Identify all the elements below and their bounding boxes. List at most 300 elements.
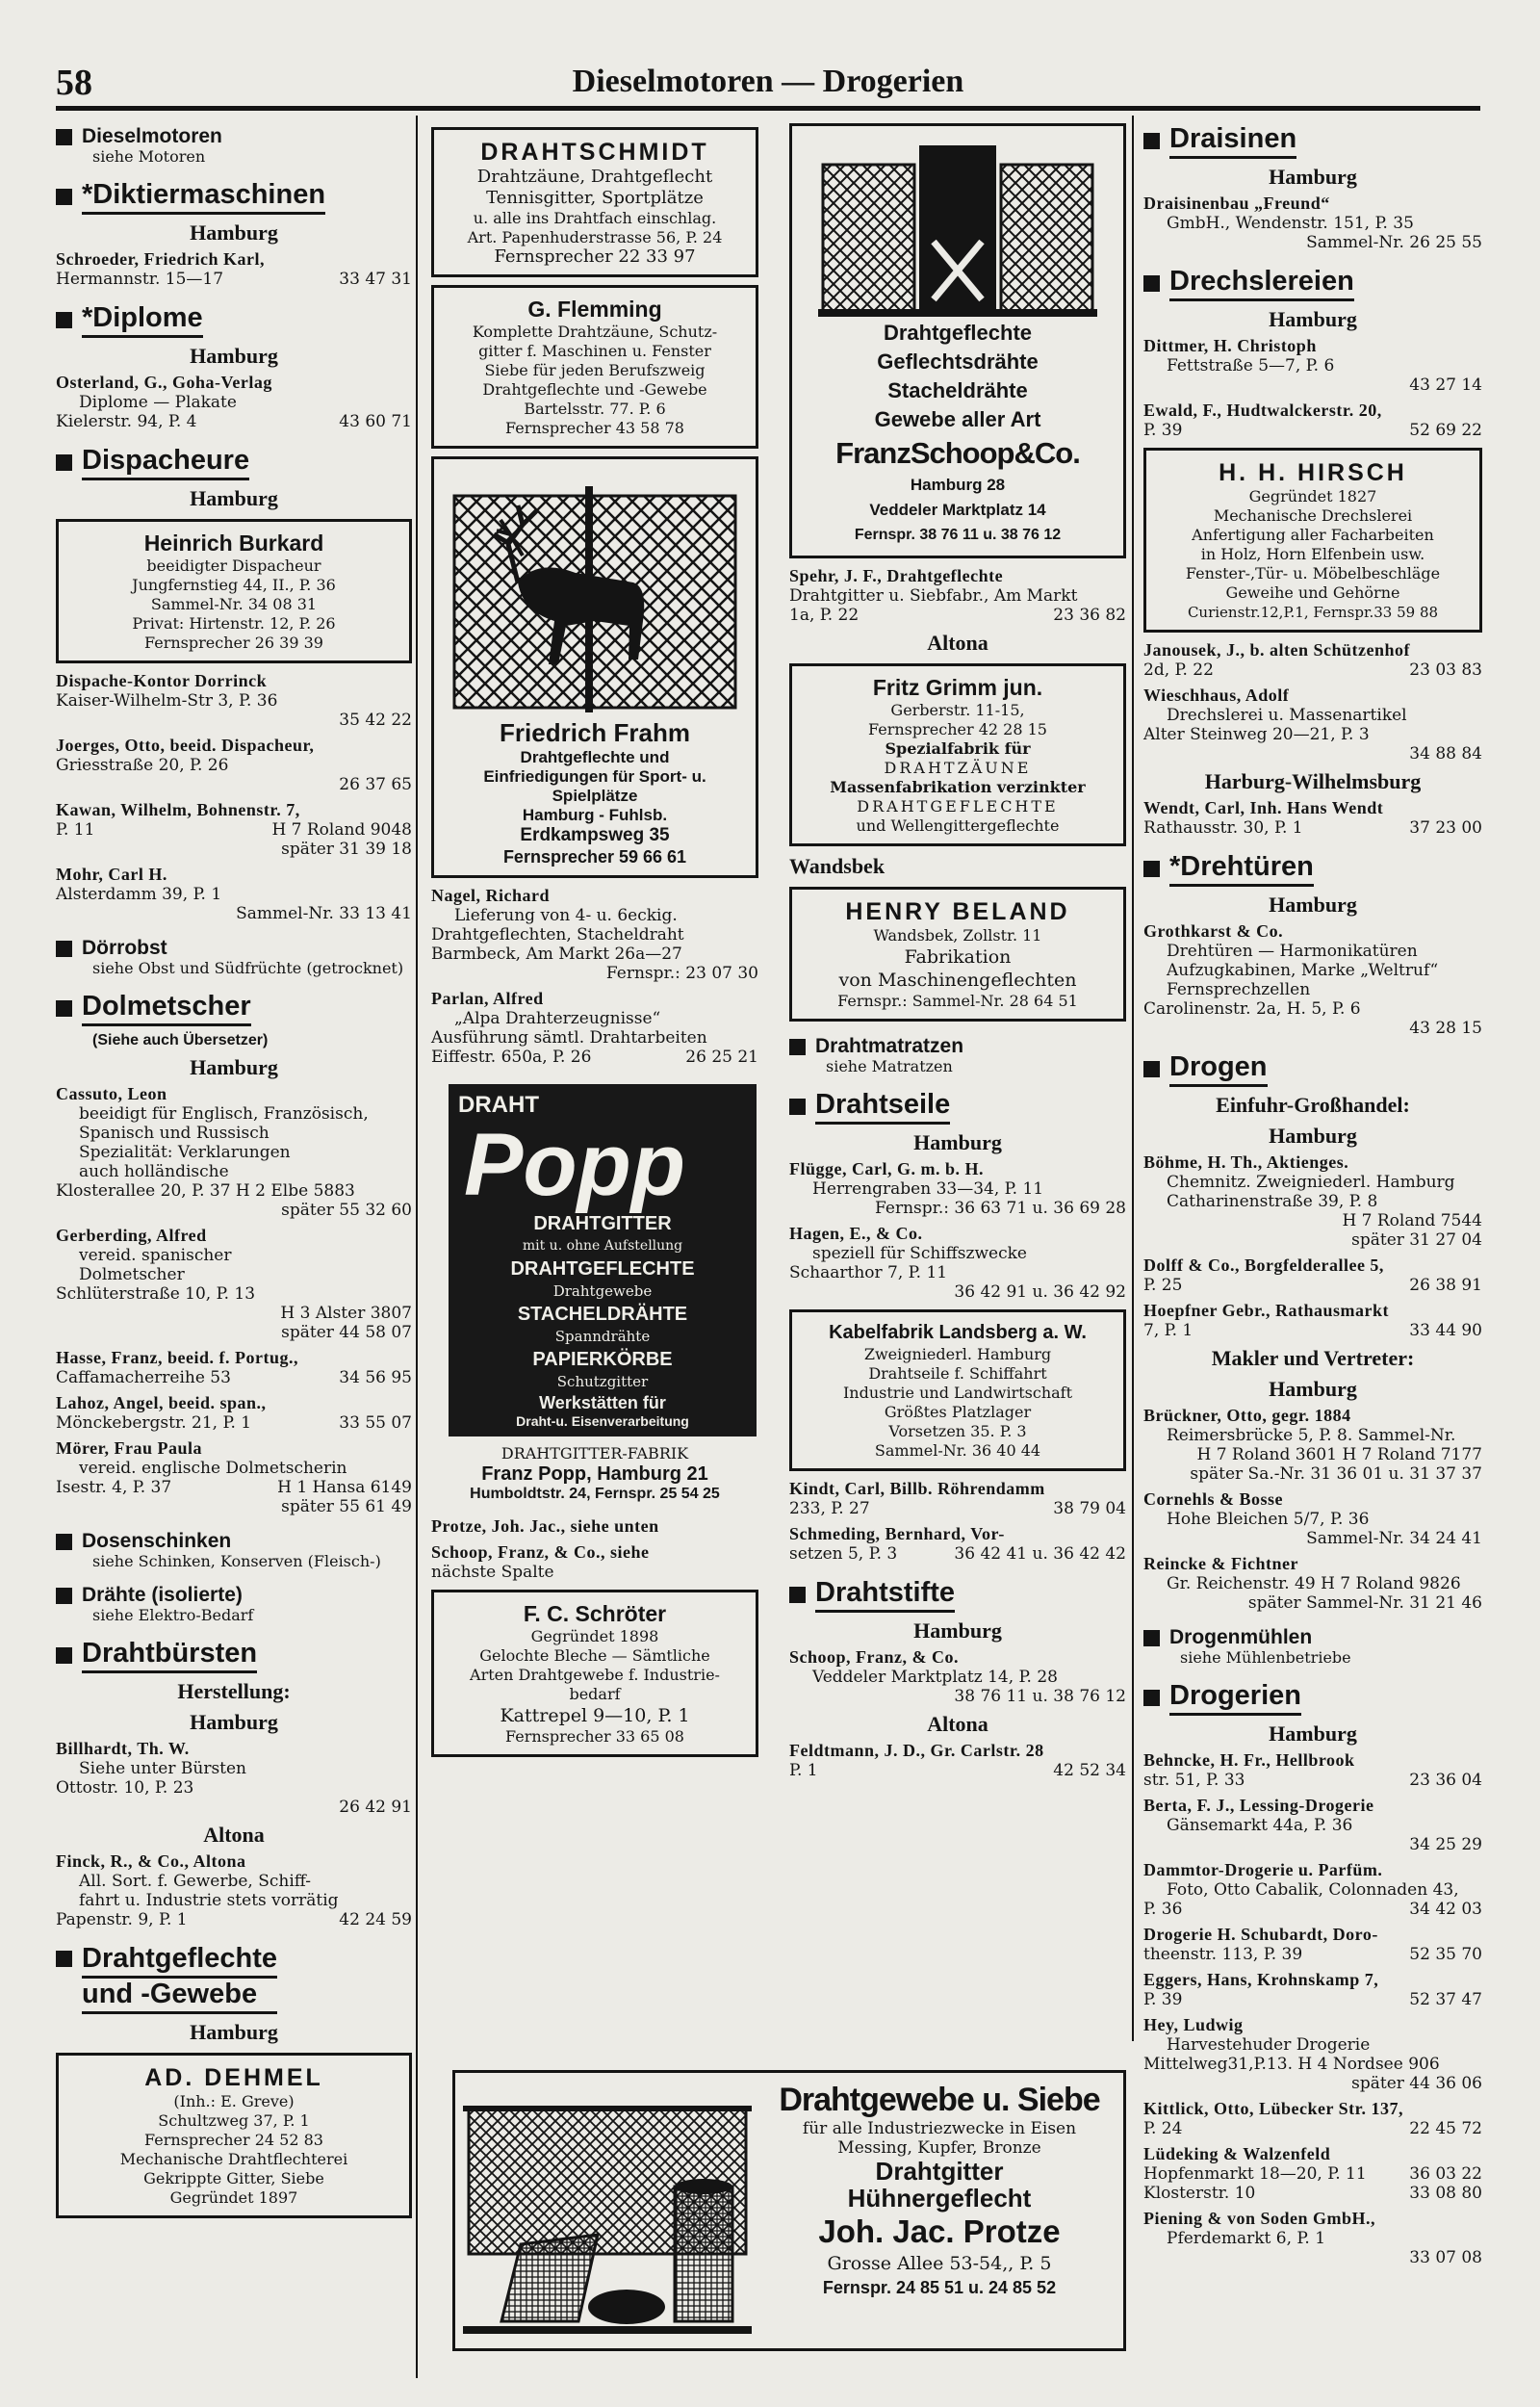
entry-name: Wendt, Carl, Inh. Hans Wendt [1143, 798, 1384, 817]
section-drahtseile [789, 1089, 1126, 1125]
ad-line: Drahtgeflechte und [520, 748, 670, 766]
ad-line: von Maschinengeflechten [838, 970, 1077, 991]
ad-phone: Fernsprecher 59 66 61 [502, 847, 687, 867]
entry-kittlick [1143, 2099, 1482, 2138]
section-title: und -Gewebe [82, 1979, 277, 2014]
section-title: Drahtmatratzen [815, 1035, 964, 1057]
section-doerrobst [56, 937, 412, 960]
entry-name: Lahoz, Angel, beeid. span., [56, 1393, 267, 1412]
entry-detail: vereid. englische Dolmetscherin [79, 1459, 347, 1478]
ad-line: Grosse Allee 53-54,, P. 5 [827, 2253, 1052, 2274]
entry-name: Kittlick, Otto, Lübecker Str. 137, [1143, 2099, 1403, 2118]
ad-phone: Fernspr. 24 85 51 u. 24 85 52 [822, 2278, 1057, 2297]
city-heading: Hamburg [1269, 1721, 1357, 1746]
section-dieselmotoren [56, 125, 412, 148]
column-2 [431, 123, 758, 1765]
ad-phone: Fernsprecher 33 65 08 [505, 1727, 684, 1746]
entry-name: Hoepfner Gebr., Rathausmarkt [1143, 1301, 1390, 1320]
entry-name: Spehr, J. F., Drahtgeflechte [789, 566, 1004, 585]
entry-berta [1143, 1796, 1482, 1854]
city-heading: Hamburg [190, 344, 278, 368]
ad-line: Mechanische Drahtflechterei [119, 2150, 348, 2168]
entry-name: Reincke & Fichtner [1143, 1554, 1298, 1573]
section-drechslereien [1143, 266, 1482, 301]
ad-drahtschmidt [431, 127, 758, 277]
entry-name: Berta, F. J., Lessing-Drogerie [1143, 1796, 1374, 1815]
bullet-square-icon [56, 312, 72, 328]
entry-address: Klosterstr. 10 [1143, 2184, 1256, 2203]
entry-address: theenstr. 113, P. 39 [1143, 1945, 1303, 1964]
entry-detail: All. Sort. f. Gewerbe, Schiff- [79, 1872, 311, 1891]
entry-detail: Drahtgitter u. Siebfabr., Am Markt [789, 586, 1078, 606]
entry-address: Kielerstr. 94, P. 4 [56, 412, 197, 431]
entry-address: P. 24 [1143, 2119, 1183, 2138]
entry-schmeding [789, 1524, 1126, 1564]
see-reference: siehe Schinken, Konserven (Fleisch-) [92, 1552, 381, 1570]
ad-line: Geflechtsdrähte [877, 349, 1039, 374]
bullet-square-icon [1143, 1630, 1160, 1646]
section-drahtstifte [789, 1577, 1126, 1613]
ad-line: Spanndrähte [554, 1328, 651, 1345]
entry-phone: 33 47 31 [339, 270, 412, 289]
entry-detail: fahrt u. Industrie stets vorrätig [79, 1891, 339, 1910]
ad-popp [449, 1084, 757, 1436]
entry-detail: „Alpa Drahterzeugnisse“ [454, 1009, 661, 1028]
entry-name: Protze, Joh. Jac., siehe unten [431, 1516, 659, 1536]
city-heading: Hamburg [1269, 307, 1357, 331]
entry-detail: Drehtüren — Harmonikatüren [1167, 942, 1418, 961]
entry-address: 1a, P. 22 [789, 606, 860, 625]
entry-phone: H 7 Roland 7544 [1342, 1211, 1482, 1230]
entry-name: Schoop, Franz, & Co., siehe [431, 1542, 650, 1562]
ad-line: PAPIERKÖRBE [532, 1349, 673, 1370]
entry-detail: Drechslerei u. Massenartikel [1167, 706, 1407, 725]
entry-name: Wieschhaus, Adolf [1143, 686, 1290, 705]
entry-name: Nagel, Richard [431, 886, 550, 905]
ad-line: Fernsprecher 24 52 83 [144, 2131, 323, 2149]
ad-line: DRAHTGEFLECHTE [510, 1258, 695, 1280]
entry-wieschhaus [1143, 686, 1482, 764]
entry-address: Griesstraße 20, P. 26 [56, 756, 229, 775]
entry-address: 7, P. 1 [1143, 1321, 1194, 1340]
entry-phone-later: später 44 58 07 [281, 1323, 412, 1342]
ad-line: Drahtgeflechte [883, 321, 1033, 345]
city-heading: Hamburg [190, 220, 278, 245]
ad-line: Einfriedigungen für Sport- u. [483, 767, 706, 786]
ad-line: Franz Popp, Hamburg 21 [481, 1463, 708, 1485]
ad-line: Komplette Drahtzäune, Schutz- [472, 323, 718, 341]
bullet-square-icon [789, 1587, 806, 1603]
entry-phone: 33 55 07 [339, 1413, 412, 1433]
ad-line: Tennisgitter, Sportplätze [486, 188, 704, 208]
bullet-square-icon [789, 1039, 806, 1055]
column-1 [56, 123, 412, 2226]
entry-phone: H 1 Hansa 6149 [277, 1478, 412, 1497]
entry-gerberding [56, 1226, 412, 1342]
entry-janousek [1143, 640, 1482, 680]
bullet-square-icon [1143, 1690, 1160, 1706]
entry-detail: vereid. spanischer [79, 1246, 232, 1265]
entry-name: Piening & von Soden GmbH., [1143, 2209, 1376, 2228]
entry-kawan [56, 800, 412, 859]
ad-line: Gegründet 1898 [530, 1627, 659, 1645]
entry-phone: 43 60 71 [339, 412, 412, 431]
entry-moerer [56, 1438, 412, 1516]
entry-phone: Sammel-Nr. 26 25 55 [1306, 233, 1482, 252]
entry-phone: H 7 Roland 3601 H 7 Roland 7177 [1196, 1445, 1482, 1464]
entry-address: Hopfenmarkt 18—20, P. 11 [1143, 2164, 1367, 2184]
ad-schoop [789, 123, 1126, 558]
entry-address: Alter Steinweg 20—21, P. 3 [1143, 725, 1370, 744]
ad-frahm [431, 456, 758, 878]
entry-phone: 37 23 00 [1409, 818, 1482, 838]
entry-feldtmann [789, 1741, 1126, 1780]
city-heading: Hamburg [190, 486, 278, 510]
entry-address: Catharinenstraße 39, P. 8 [1167, 1192, 1378, 1211]
entry-phone: 34 25 29 [1409, 1835, 1482, 1854]
entry-hagen [789, 1224, 1126, 1302]
entry-address: Rathausstr. 30, P. 1 [1143, 818, 1303, 838]
wire-mesh-rolls-illustration [813, 136, 1102, 319]
section-title: Drahtbürsten [82, 1638, 257, 1673]
entry-phone: 36 42 91 u. 36 42 92 [954, 1282, 1126, 1302]
entry-address: P. 39 [1143, 421, 1183, 440]
entry-phone: 42 52 34 [1053, 1761, 1126, 1780]
ad-line: DRAHTZÄUNE [884, 759, 1032, 777]
deer-fence-illustration [450, 467, 739, 717]
entry-phone: 34 88 84 [1409, 744, 1482, 764]
entry-piening [1143, 2209, 1482, 2267]
entry-phone-later: später Sa.-Nr. 31 36 01 u. 31 37 37 [1190, 1464, 1482, 1484]
entry-phone-later: später 44 36 06 [1351, 2074, 1482, 2093]
ad-line: Erdkampsweg 35 [520, 825, 670, 845]
bullet-square-icon [1143, 861, 1160, 877]
bullet-square-icon [789, 1099, 806, 1115]
header-rule [56, 106, 1480, 111]
entry-phone: 23 03 83 [1409, 660, 1482, 680]
entry-ewald [1143, 401, 1482, 440]
ad-line: Stacheldrähte [887, 378, 1028, 402]
entry-address: setzen 5, P. 3 [789, 1544, 898, 1564]
entry-cassuto [56, 1084, 412, 1220]
entry-hasse [56, 1348, 412, 1387]
entry-phone-later: später 31 27 04 [1351, 1230, 1482, 1250]
ad-line: DRAHTGITTER [533, 1213, 672, 1234]
entry-address: Hermannstr. 15—17 [56, 270, 224, 289]
ad-line: Arten Drahtgewebe f. Industrie- [470, 1666, 720, 1684]
bullet-square-icon [56, 1951, 72, 1967]
entry-name: Mohr, Carl H. [56, 865, 167, 884]
ad-protze [452, 2070, 1126, 2351]
entry-name: Mörer, Frau Paula [56, 1438, 202, 1458]
city-heading: Altona [927, 631, 988, 655]
entry-billhardt [56, 1739, 412, 1817]
entry-address: Isestr. 4, P. 37 [56, 1478, 172, 1497]
entry-detail: Ausführung sämtl. Drahtarbeiten [431, 1028, 707, 1048]
see-reference: siehe Matratzen [826, 1057, 953, 1075]
entry-detail: auch holländische [79, 1162, 229, 1181]
entry-address: P. 11 [56, 820, 95, 840]
bullet-square-icon [1143, 1061, 1160, 1077]
section-title: Dörrobst [82, 937, 167, 959]
entry-name: Draisinenbau „Freund“ [1143, 194, 1330, 213]
ad-line: Industrie und Landwirtschaft [842, 1384, 1073, 1402]
ad-line: Fenster-,Tür- u. Möbelbeschläge [1185, 564, 1441, 582]
subheading: Einfuhr-Großhandel: [1216, 1093, 1410, 1117]
ad-name: Joh. Jac. Protze [818, 2213, 1061, 2249]
ad-line: Privat: Hirtenstr. 12, P. 26 [132, 614, 336, 633]
entry-behncke [1143, 1750, 1482, 1790]
section-draehte [56, 1584, 412, 1607]
ad-grimm [789, 663, 1126, 846]
see-reference: siehe Mühlenbetriebe [1180, 1648, 1351, 1667]
entry-phone: 26 25 21 [685, 1048, 758, 1067]
ad-logo-text: DRAHT [458, 1092, 539, 1118]
entry-boehme [1143, 1152, 1482, 1250]
entry-detail: Diplome — Plakate [79, 393, 237, 412]
ad-phone: Fernspr.: Sammel-Nr. 28 64 51 [837, 992, 1078, 1010]
ad-line: Drahtgitter [875, 2157, 1004, 2186]
entry-address: P. 36 [1143, 1900, 1183, 1919]
ad-line: u. alle ins Drahtfach einschlag. [473, 209, 717, 227]
sieve-illustration [463, 2081, 752, 2341]
ad-line: Spezialfabrik für [885, 739, 1031, 758]
entry-address: Mönckebergstr. 21, P. 1 [56, 1413, 252, 1433]
entry-spehr [789, 566, 1126, 625]
ad-line: Wandsbek, Zollstr. 11 [873, 926, 1042, 945]
ad-name: Friedrich Frahm [500, 718, 690, 747]
ad-line: Drahtgeflechte und -Gewebe [482, 380, 707, 399]
entry-detail: nächste Spalte [431, 1563, 554, 1582]
entry-name: Böhme, H. Th., Aktienges. [1143, 1152, 1349, 1172]
entry-phone: 23 36 82 [1053, 606, 1126, 625]
ad-line: Massenfabrikation verzinkter [830, 778, 1086, 796]
ad-hirsch [1143, 448, 1482, 633]
section-title: Dolmetscher [82, 991, 251, 1026]
entry-phone: 22 45 72 [1409, 2119, 1482, 2138]
entry-name: Osterland, G., Goha-Verlag [56, 373, 272, 392]
entry-phone: 43 28 15 [1409, 1019, 1482, 1038]
entry-name: Hagen, E., & Co. [789, 1224, 923, 1243]
bullet-square-icon [56, 1647, 72, 1664]
city-heading: Hamburg [190, 2020, 278, 2044]
ad-name: HENRY BELAND [845, 898, 1070, 925]
section-title: Drogenmühlen [1169, 1626, 1313, 1648]
ad-line: Mechanische Drechslerei [1213, 506, 1413, 525]
ad-line: Schutzgitter [556, 1373, 649, 1390]
ad-line: Geweihe und Gehörne [1225, 583, 1400, 602]
city-heading: Hamburg [1269, 165, 1357, 189]
ad-line: Draht-u. Eisenverarbeitung [516, 1413, 689, 1429]
entry-lahoz [56, 1393, 412, 1433]
section-title: Drähte (isolierte) [82, 1584, 243, 1606]
entry-address: str. 51, P. 33 [1143, 1771, 1245, 1790]
entry-phone: 33 08 80 [1409, 2184, 1482, 2203]
entry-detail: Foto, Otto Cabalik, Colonnaden 43, [1167, 1880, 1459, 1900]
entry-name: Behncke, H. Fr., Hellbrook [1143, 1750, 1355, 1770]
entry-phone: 52 35 70 [1409, 1945, 1482, 1964]
ad-line: bedarf [569, 1685, 621, 1703]
entry-address: Alsterdamm 39, P. 1 [56, 885, 222, 904]
ad-line: Hamburg - Fuhlsb. [522, 806, 668, 824]
entry-address: P. 25 [1143, 1276, 1183, 1295]
ad-line: gitter f. Maschinen u. Fenster [478, 342, 711, 360]
entry-hoepfner [1143, 1301, 1482, 1340]
city-heading: Hamburg [1269, 893, 1357, 917]
section-drogen [1143, 1051, 1482, 1087]
entry-detail: Spezialität: Verklarungen [79, 1143, 291, 1162]
entry-name: Gerberding, Alfred [56, 1226, 207, 1245]
entry-address: 2d, P. 22 [1143, 660, 1214, 680]
ad-line: und Wellengittergeflechte [856, 816, 1060, 835]
ad-line: Kattrepel 9—10, P. 1 [500, 1705, 690, 1726]
ad-name: F. C. Schröter [523, 1601, 667, 1626]
ad-line: Fernsprecher 26 39 39 [144, 634, 323, 652]
entry-name: Dolff & Co., Borgfelderallee 5, [1143, 1255, 1384, 1275]
ad-line: DRAHTGITTER-FABRIK [500, 1444, 689, 1462]
bullet-square-icon [56, 454, 72, 471]
ad-line: Gewebe aller Art [874, 407, 1041, 431]
ad-phone: Curienstr.12,P.1, Fernspr.33 59 88 [1187, 604, 1439, 621]
bullet-square-icon [56, 1588, 72, 1604]
entry-name: Cassuto, Leon [56, 1084, 167, 1103]
entry-kindt [789, 1479, 1126, 1518]
entry-address: Gr. Reichenstr. 49 H 7 Roland 9826 [1167, 1574, 1461, 1593]
entry-phone: 52 37 47 [1409, 1990, 1482, 2009]
entry-phone: 42 24 59 [339, 1910, 412, 1929]
bullet-square-icon [1143, 275, 1160, 292]
entry-phone-later: später Sammel-Nr. 31 21 46 [1247, 1593, 1482, 1613]
entry-name: Schoop, Franz, & Co. [789, 1647, 959, 1667]
section-drahtbuersten [56, 1638, 412, 1673]
ad-name: Popp [464, 1116, 685, 1214]
entry-address: Mittelweg31,P.13. H 4 Nordsee 906 [1143, 2055, 1440, 2074]
see-reference: siehe Obst und Südfrüchte (getrocknet) [92, 959, 404, 977]
section-diktiermaschinen [56, 179, 412, 215]
ad-line: Werkstätten für [539, 1393, 666, 1412]
entry-name: Kawan, Wilhelm, Bohnenstr. 7, [56, 800, 300, 819]
section-title: Drahtseile [815, 1089, 950, 1125]
page-header [56, 62, 1480, 110]
ad-name: H. H. HIRSCH [1219, 459, 1407, 486]
ad-line: (Inh.: E. Greve) [173, 2092, 295, 2110]
entry-phone: 34 56 95 [339, 1368, 412, 1387]
section-dosenschinken [56, 1530, 412, 1553]
ad-title: Drahtgewebe u. Siebe [779, 2082, 1100, 2118]
city-heading: Altona [927, 1712, 988, 1736]
entry-reincke [1143, 1554, 1482, 1613]
city-heading: Hamburg [190, 1055, 278, 1079]
entry-address: Kaiser-Wilhelm-Str 3, P. 36 [56, 691, 278, 711]
ad-flemming [431, 285, 758, 449]
entry-name: Joerges, Otto, beeid. Dispacheur, [56, 736, 315, 755]
entry-address: Carolinenstr. 2a, H. 5, P. 6 [1143, 999, 1361, 1019]
entry-name: Schmeding, Bernhard, Vor- [789, 1524, 1005, 1543]
entry-phone-later: später 55 61 49 [281, 1497, 412, 1516]
ad-schroeter [431, 1590, 758, 1757]
entry-dorrinck [56, 671, 412, 730]
entry-phone: 36 42 41 u. 36 42 42 [954, 1544, 1126, 1564]
entry-address: Veddeler Marktplatz 14, P. 28 [812, 1668, 1058, 1687]
section-title: *Drehtüren [1169, 851, 1314, 887]
entry-detail: beeidigt für Englisch, Französisch, [79, 1104, 369, 1124]
entry-phone: 38 79 04 [1053, 1499, 1126, 1518]
section-title: *Diplome [82, 302, 203, 338]
entry-name: Dispache-Kontor Dorrinck [56, 671, 268, 690]
entry-phone: 52 69 22 [1409, 421, 1482, 440]
column-4 [1143, 123, 1482, 2273]
entry-address: Hohe Bleichen 5/7, P. 36 [1167, 1510, 1370, 1529]
ad-phone: Sammel-Nr. 36 40 44 [874, 1441, 1041, 1460]
subheading: Makler und Vertreter: [1211, 1346, 1415, 1370]
ad-line: Drahtgewebe [552, 1282, 653, 1300]
ad-name: DRAHTSCHMIDT [480, 139, 709, 166]
entry-dammtor-drogerie [1143, 1860, 1482, 1919]
entry-phone: Sammel-Nr. 33 13 41 [236, 904, 412, 923]
ad-line: Bartelsstr. 77. P. 6 [524, 400, 666, 418]
entry-name: Dammtor-Drogerie u. Parfüm. [1143, 1860, 1383, 1879]
column-divider-3 [1132, 116, 1134, 2041]
city-heading: Hamburg [913, 1130, 1002, 1154]
entry-name: Drogerie H. Schubardt, Doro- [1143, 1925, 1378, 1944]
entry-name: Flügge, Carl, G. m. b. H. [789, 1159, 984, 1178]
ad-line: Drahtzäune, Drahtgeflecht [476, 167, 713, 187]
entry-cornehls [1143, 1489, 1482, 1548]
ad-line: Gerberstr. 11-15, [890, 701, 1025, 719]
city-heading: Hamburg [1269, 1124, 1357, 1148]
entry-address: GmbH., Wendenstr. 151, P. 35 [1167, 214, 1414, 233]
entry-phone: 33 44 90 [1409, 1321, 1482, 1340]
section-title: Drahtgeflechte [82, 1943, 277, 1979]
entry-phone: Sammel-Nr. 34 24 41 [1306, 1529, 1482, 1548]
entry-detail: Aufzugkabinen, Marke „Weltruf“ [1167, 961, 1439, 980]
bullet-square-icon [56, 189, 72, 205]
entry-osterland [56, 373, 412, 431]
entry-luedeking [1143, 2144, 1482, 2203]
entry-name: Eggers, Hans, Krohnskamp 7, [1143, 1970, 1379, 1989]
ad-line: Gegründet 1897 [169, 2188, 298, 2207]
entry-detail: Dolmetscher [79, 1265, 185, 1284]
ad-line: Schultzweg 37, P. 1 [158, 2111, 310, 2130]
entry-address: Klosterallee 20, P. 37 H 2 Elbe 5883 [56, 1181, 355, 1201]
entry-detail: speziell für Schiffszwecke [812, 1244, 1027, 1263]
ad-line: Hamburg 28 [910, 476, 1006, 494]
entry-name: Hey, Ludwig [1143, 2015, 1244, 2034]
section-title: Dispacheure [82, 445, 249, 480]
ad-line: Jungfernstieg 44, II., P. 36 [132, 576, 336, 594]
entry-finck [56, 1851, 412, 1929]
city-heading: Harburg-Wilhelmsburg [1204, 769, 1422, 793]
ad-name: Heinrich Burkard [143, 531, 324, 556]
entry-name: Feldtmann, J. D., Gr. Carlstr. 28 [789, 1741, 1044, 1760]
see-reference: (Siehe auch Übersetzer) [92, 1032, 269, 1048]
ad-line: in Holz, Horn Elfenbein usw. [1200, 545, 1425, 563]
entry-address: Schlüterstraße 10, P. 13 [56, 1284, 256, 1304]
ad-line: Zweigniederl. Hamburg [863, 1345, 1052, 1363]
entry-detail: Spanisch und Russisch [79, 1124, 270, 1143]
section-title: *Diktiermaschinen [82, 179, 325, 215]
entry-mohr [56, 865, 412, 923]
entry-grothkarst [1143, 921, 1482, 1038]
entry-dolff [1143, 1255, 1482, 1295]
entry-phone: 26 42 91 [339, 1798, 412, 1817]
entry-phone: 36 03 22 [1409, 2164, 1482, 2184]
entry-name: Brückner, Otto, gegr. 1884 [1143, 1406, 1351, 1425]
entry-detail: Drahtgeflechten, Stacheldraht [431, 925, 684, 945]
ad-line: STACHELDRÄHTE [517, 1304, 688, 1325]
entry-parlan [431, 989, 758, 1067]
ad-line: Fabrikation [904, 946, 1012, 968]
